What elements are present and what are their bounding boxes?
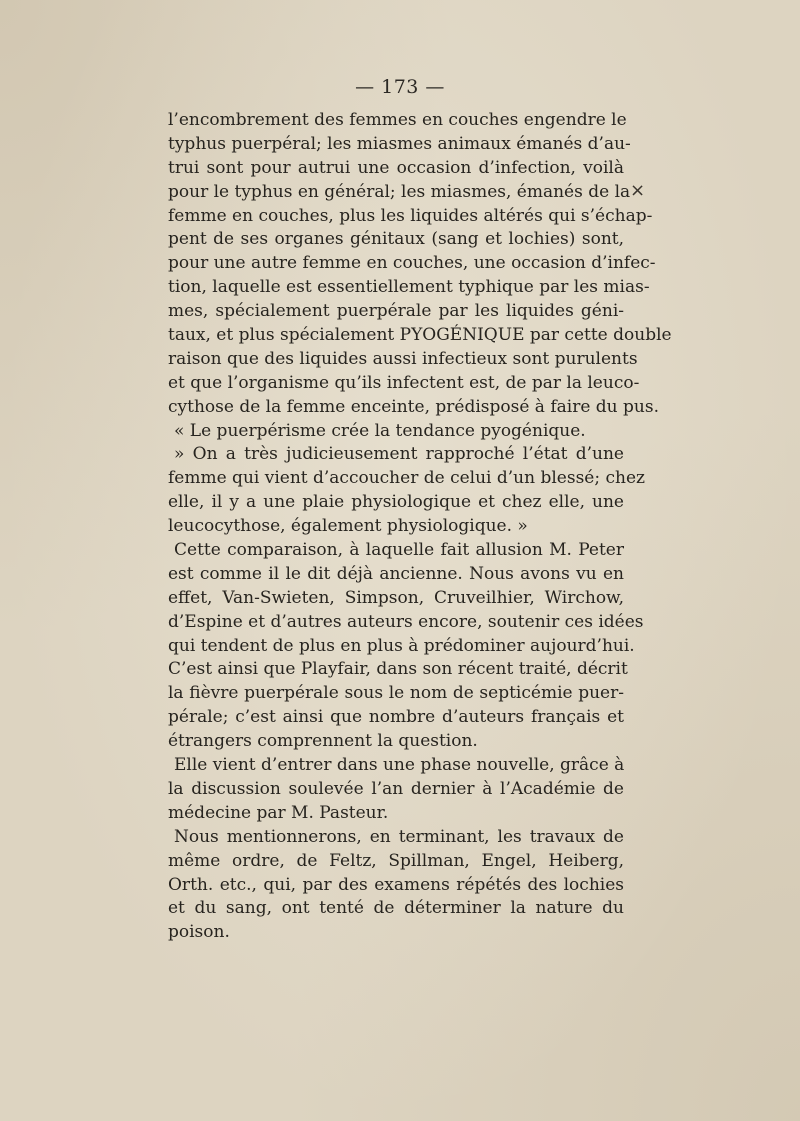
text-line: tion, laquelle est essentiellement typhique par les mias- xyxy=(168,277,650,298)
text-line: typhus puerpéral; les miasmes animaux émanés d’au- xyxy=(168,133,631,154)
text-line: pour le typhus en général; les miasmes, émanés de la xyxy=(168,181,631,202)
text-line: même ordre, de Feltz, Spillman, Engel, Heiberg, xyxy=(168,850,624,871)
text-line: » On a très judicieusement rapproché l’état d’une xyxy=(174,444,624,465)
text-line: pour une autre femme en couches, une occasion d’infec- xyxy=(168,253,656,274)
text-line: effet, Van-Swieten, Simpson, Cruveilhier, Wirchow, xyxy=(168,587,624,608)
text-line: poison. xyxy=(168,922,230,943)
text-line: et du sang, ont tenté de déterminer la nature du xyxy=(168,898,624,919)
text-line: leucocythose, également physiologique. » xyxy=(168,516,528,537)
text-line: étrangers comprennent la question. xyxy=(168,731,478,752)
text-line: est comme il le dit déjà ancienne. Nous avons vu en xyxy=(168,563,624,584)
text-line: taux, et plus spécialement PYOGÉNIQUE par cette double xyxy=(168,325,672,346)
text-line: pent de ses organes génitaux (sang et lochies) sont, xyxy=(168,229,624,250)
text-line: l’encombrement des femmes en couches engendre le xyxy=(168,110,627,130)
text-line: C’est ainsi que Playfair, dans son récent traité, décrit xyxy=(168,659,628,680)
margin-annotation: × xyxy=(630,180,646,201)
text-line: pérale; c’est ainsi que nombre d’auteurs français et xyxy=(168,707,624,728)
text-line: Orth. etc., qui, par des examens répétés des lochies xyxy=(168,874,624,895)
text-line: elle, il y a une plaie physiologique et chez elle, une xyxy=(168,492,624,513)
text-line: Elle vient d’entrer dans une phase nouvelle, grâce à xyxy=(174,755,625,776)
text-line: femme qui vient d’accoucher de celui d’un blessé; chez xyxy=(168,468,645,489)
text-line: Cette comparaison, à laquelle fait allusion M. Peter xyxy=(174,540,624,561)
text-line: cythose de la femme enceinte, prédisposé à faire du pus. xyxy=(168,396,659,417)
text-line: mes, spécialement puerpérale par les liquides géni- xyxy=(168,301,624,322)
text-line: raison que des liquides aussi infectieux sont purulents xyxy=(168,348,638,369)
text-line: d’Espine et d’autres auteurs encore, soutenir ces idées xyxy=(168,611,644,632)
body-text xyxy=(168,109,672,945)
text-line: la fièvre puerpérale sous le nom de septicémie puer- xyxy=(168,683,624,704)
text-line: Nous mentionnerons, en terminant, les travaux de xyxy=(174,826,624,847)
text-line: médecine par M. Pasteur. xyxy=(168,802,389,823)
text-line: « Le puerpérisme crée la tendance pyogénique. xyxy=(174,420,586,441)
page-number: — 173 — xyxy=(355,76,445,98)
text-line: et que l’organisme qu’ils infectent est, de par la leuco- xyxy=(168,372,640,393)
text-line: qui tendent de plus en plus à prédominer aujourd’hui. xyxy=(168,635,635,656)
text-line: femme en couches, plus les liquides altérés qui s’échap- xyxy=(168,205,653,226)
text-line: la discussion soulevée l’an dernier à l’Académie de xyxy=(168,778,624,799)
text-line: trui sont pour autrui une occasion d’infection, voilà xyxy=(168,157,624,178)
